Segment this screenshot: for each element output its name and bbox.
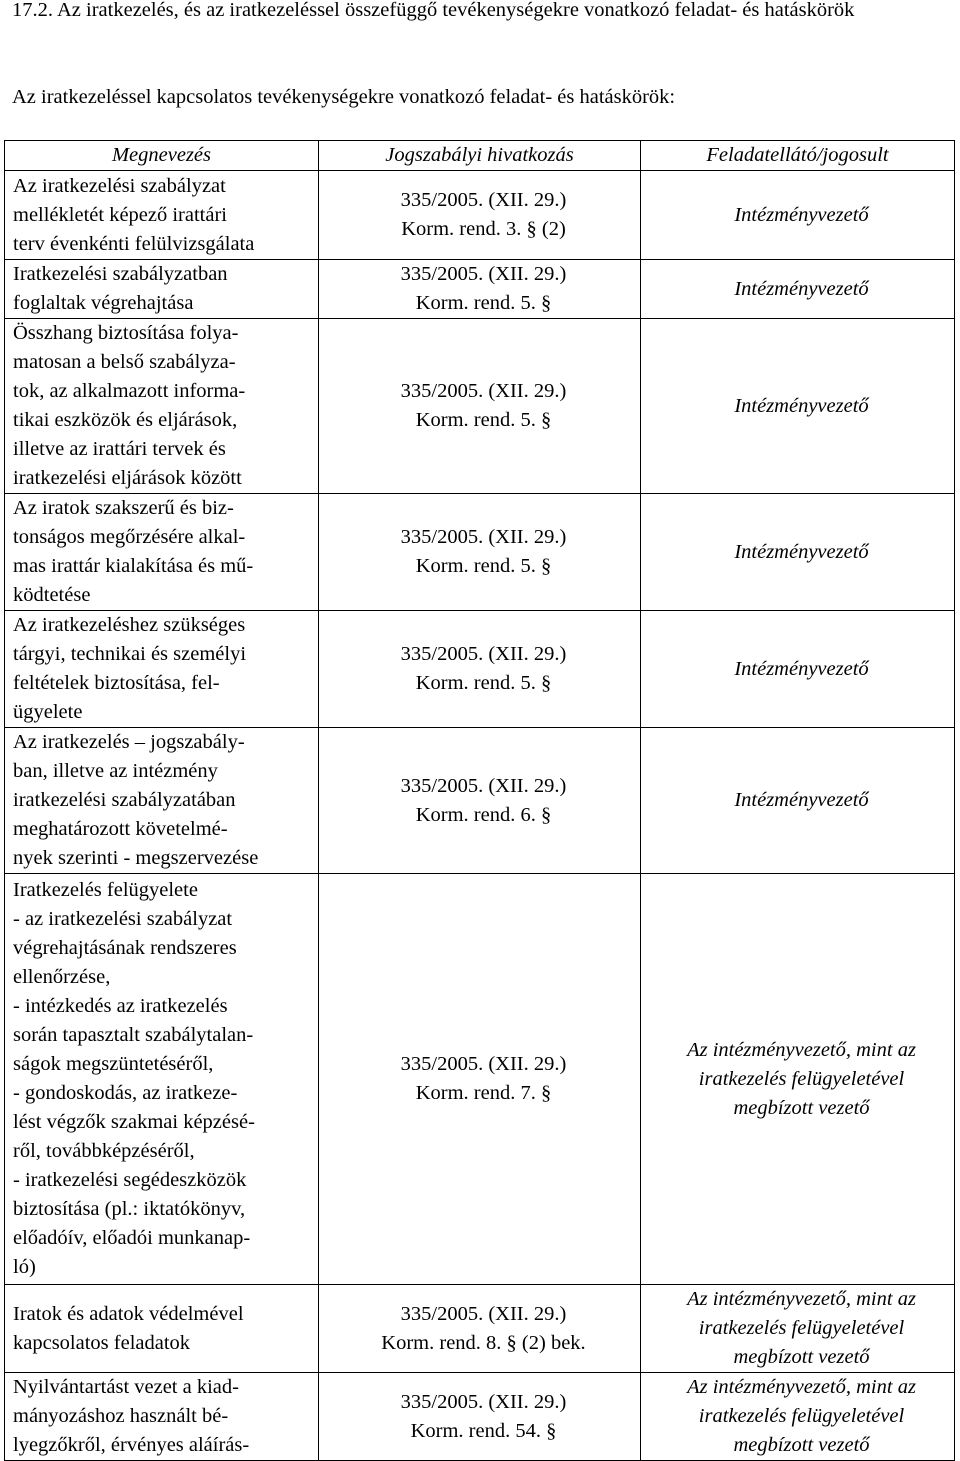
row-legal-reference [319,319,641,494]
row-description: Nyilvántartást vezet a kiad- mányozáshoz használt bé- lyegzőkről, érvényes aláírás- [5,1373,319,1461]
reference-decree: 335/2005. (XII. 29.) [400,263,567,285]
reference-section: Korm. rend. 5. § [415,555,552,577]
table-row [5,1373,955,1461]
row-responsible: Intézményvezető [641,494,955,611]
reference-decree: 335/2005. (XII. 29.) [400,1302,567,1325]
header-feladatellato: Feladatellátó/jogosult [641,141,955,171]
reference-section: Korm. rend. 5. § [415,292,552,314]
row-legal-reference [319,728,641,874]
responsibilities-table [4,140,955,1461]
row-legal-reference [319,171,641,260]
header-megnevezes: Megnevezés [5,141,319,171]
reference-section: Korm. rend. 8. § (2) bek. [381,1331,586,1354]
reference-decree: 335/2005. (XII. 29.) [400,189,567,211]
row-responsible: Az intézményvezető, mint az iratkezelés felügyeletével megbízott vezető [641,874,955,1285]
table-row [5,874,955,1285]
row-description: Iratkezelési szabályzatban foglaltak végrehajtása [5,260,319,319]
table-header-row [5,141,955,171]
header-jogszabalyi-hivatkozas: Jogszabályi hivatkozás [319,141,641,171]
reference-section: Korm. rend. 7. § [415,1082,552,1104]
row-responsible: Intézményvezető [641,728,955,874]
table-row [5,260,955,319]
reference-decree: 335/2005. (XII. 29.) [400,380,567,402]
row-description: Összhang biztosítása folya- matosan a belső szabályza- tok, az alkalmazott informa- tikai eszközök és eljárások, illetve az irattári tervek és iratkezelési eljárások között [5,319,319,494]
table-row [5,319,955,494]
row-responsible: Intézményvezető [641,611,955,728]
table-row [5,494,955,611]
row-legal-reference [319,874,641,1285]
reference-decree: 335/2005. (XII. 29.) [400,1053,567,1075]
row-legal-reference [319,260,641,319]
row-description: Az iratok szakszerű és biz- tonságos megőrzésére alkal- mas irattár kialakítása és mű- ködtetése [5,494,319,611]
row-responsible: Az intézményvezető, mint az iratkezelés felügyeletével megbízott vezető [641,1285,955,1373]
reference-decree: 335/2005. (XII. 29.) [400,774,567,797]
reference-section: Korm. rend. 3. § (2) [401,218,566,240]
reference-section: Korm. rend. 5. § [415,409,552,431]
row-legal-reference [319,494,641,611]
reference-decree: 335/2005. (XII. 29.) [400,526,567,548]
row-description: Az iratkezelés – jogszabály- ban, illetve az intézmény iratkezelési szabályzatában meghatározott követelmé- nyek szerinti - megszervezése [5,728,319,874]
row-legal-reference [319,1373,641,1461]
row-responsible: Az intézményvezető, mint az iratkezelés felügyeletével megbízott vezető [641,1373,955,1461]
section-subheading: Az iratkezeléssel kapcsolatos tevékenységekre vonatkozó feladat- és hatáskörök: [12,86,676,108]
reference-decree: 335/2005. (XII. 29.) [400,643,567,665]
table-row [5,611,955,728]
row-description: Iratkezelés felügyelete - az iratkezelési szabályzat végrehajtásának rendszeres ellenőrzése, - intézkedés az iratkezelés során tapasztalt szabálytalan- ságok megszüntetéséről, - gondoskodás, az iratkeze- lést végzők szakmai képzésé- ről, továbbképzéséről, - iratkezelési segédeszközök biztosítása (pl.: iktatókönyv, előadóív, előadói munkanap- ló) [5,874,319,1285]
reference-section: Korm. rend. 5. § [415,672,552,694]
reference-section: Korm. rend. 6. § [415,803,552,826]
row-legal-reference [319,1285,641,1373]
section-heading: 17.2. Az iratkezelés, és az iratkezeléssel összefüggő tevékenységekre vonatkozó feladat- és hatáskörök [12,0,855,21]
reference-section: Korm. rend. 54. § [410,1419,557,1442]
table-row [5,728,955,874]
table-row [5,171,955,260]
row-description: Iratok és adatok védelmével kapcsolatos feladatok [5,1285,319,1373]
row-description: Az iratkezeléshez szükséges tárgyi, technikai és személyi feltételek biztosítása, fel- ügyelete [5,611,319,728]
row-responsible: Intézményvezető [641,171,955,260]
row-description: Az iratkezelési szabályzat mellékletét képező irattári terv évenkénti felülvizsgálata [5,171,319,260]
reference-decree: 335/2005. (XII. 29.) [400,1390,567,1413]
row-legal-reference [319,611,641,728]
table-row [5,1285,955,1373]
row-responsible: Intézményvezető [641,260,955,319]
row-responsible: Intézményvezető [641,319,955,494]
